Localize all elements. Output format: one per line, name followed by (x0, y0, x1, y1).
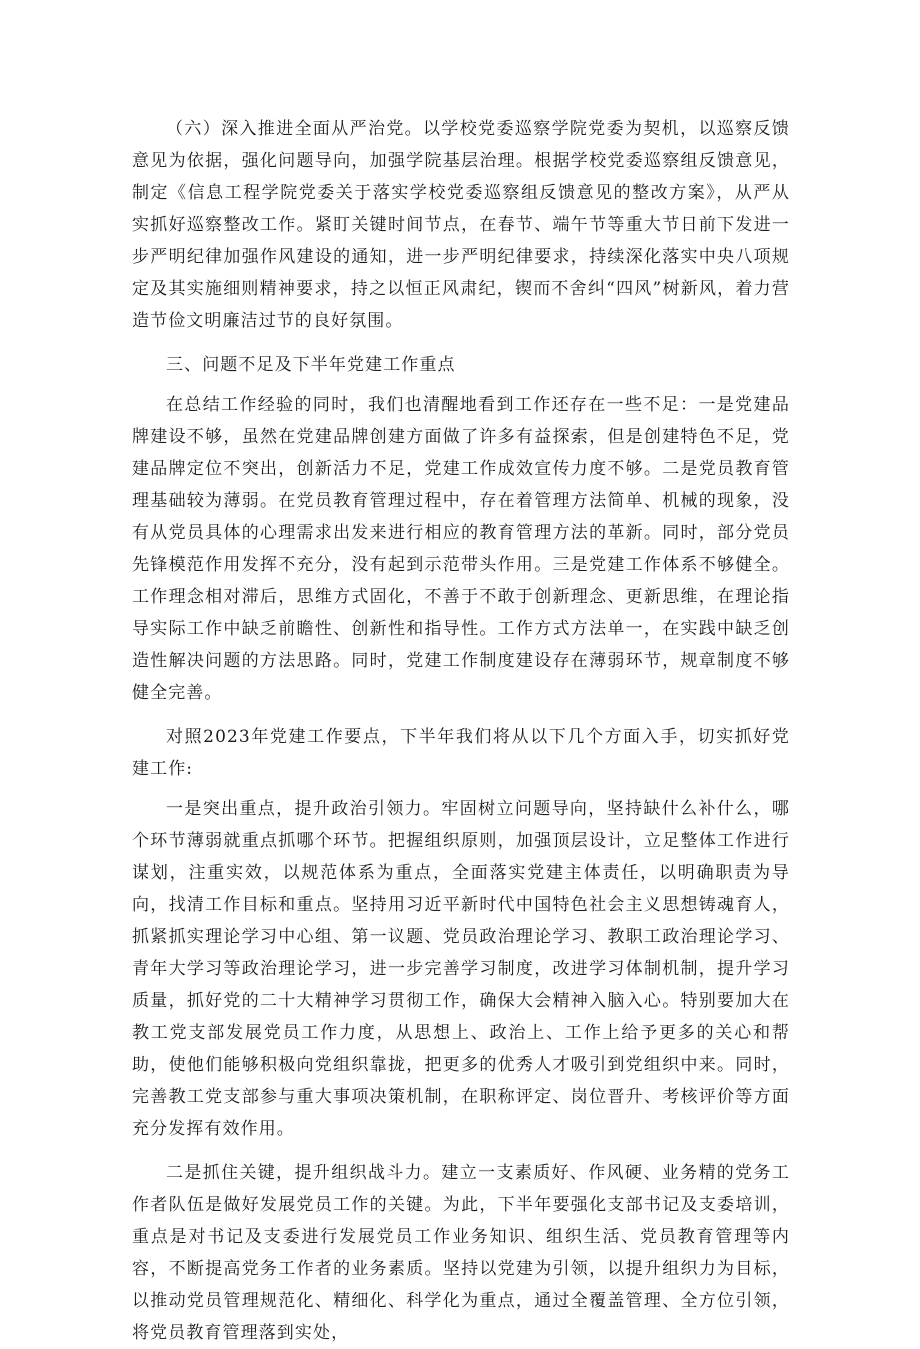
plan-intro-paragraph: 对照2023年党建工作要点，下半年我们将从以下几个方面入手，切实抓好党建工作: (132, 727, 790, 779)
section-3-heading: 三、问题不足及下半年党建工作重点 (166, 355, 456, 375)
section-6-paragraph: （六）深入推进全面从严治党。以学校党委巡察学院党委为契机，以巡察反馈意见为依据，强化问题导向，加强学院基层治理。根据学校党委巡察组反馈意见，制定《信息工程学院党委关于落实学校党委巡察组反馈意见的整改方案》，从严从实抓好巡察整改工作。紧盯关键时间节点，在春节、端午节等重大节日前下发进一步严明纪律加强作风建设的通知，进一步严明纪律要求，持续深化落实中央八项规定及其实施细则精神要求，持之以恒正风肃纪，锲而不舍纠“四风”树新风，着力营造节俭文明廉洁过节的良好氛围。 (132, 119, 790, 331)
point-2-paragraph: 二是抓住关键，提升组织战斗力。建立一支素质好、作风硬、业务精的党务工作者队伍是做好发展党员工作的关键。为此，下半年要强化支部书记及支委培训，重点是对书记及支委进行发展党员工作业务知识、组织生活、党员教育管理等内容，不断提高党务工作者的业务素质。坚持以党建为引领，以提升组织力为目标，以推动党员管理规范化、精细化、科学化为重点，通过全覆盖管理、全方位引领，将党员教育管理落到实处， (132, 1163, 790, 1343)
document-body (132, 113, 790, 1349)
problems-paragraph: 在总结工作经验的同时，我们也清醒地看到工作还存在一些不足：一是党建品牌建设不够，虽然在党建品牌创建方面做了许多有益探索，但是创建特色不足，党建品牌定位不突出，创新活力不足，党建工作成效宣传力度不够。二是党员教育管理基础较为薄弱。在党员教育管理过程中，存在着管理方法简单、机械的现象，没有从党员具体的心理需求出发来进行相应的教育管理方法的革新。同时，部分党员先锋模范作用发挥不充分，没有起到示范带头作用。三是党建工作体系不够健全。工作理念相对滞后，思维方式固化，不善于不敢于创新理念、更新思维，在理论指导实际工作中缺乏前瞻性、创新性和指导性。工作方式方法单一，在实践中缺乏创造性解决问题的方法思路。同时，党建工作制度建设存在薄弱环节，规章制度不够健全完善。 (132, 395, 790, 703)
point-1-paragraph: 一是突出重点，提升政治引领力。牢固树立问题导向，坚持缺什么补什么，哪个环节薄弱就重点抓哪个环节。把握组织原则，加强顶层设计，立足整体工作进行谋划，注重实效，以规范体系为重点，全面落实党建主体责任，以明确职责为导向，找清工作目标和重点。坚持用习近平新时代中国特色社会主义思想铸魂育人，抓紧抓实理论学习中心组、第一议题、党员政治理论学习、教职工政治理论学习、青年大学习等政治理论学习，进一步完善学习制度，改进学习体制机制，提升学习质量，抓好党的二十大精神学习贯彻工作，确保大会精神入脑入心。特别要加大在教工党支部发展党员工作力度，从思想上、政治上、工作上给予更多的关心和帮助，使他们能够积极向党组织靠拢，把更多的优秀人才吸引到党组织中来。同时，完善教工党支部参与重大事项决策机制，在职称评定、岗位晋升、考核评价等方面充分发挥有效作用。 (132, 799, 790, 1139)
